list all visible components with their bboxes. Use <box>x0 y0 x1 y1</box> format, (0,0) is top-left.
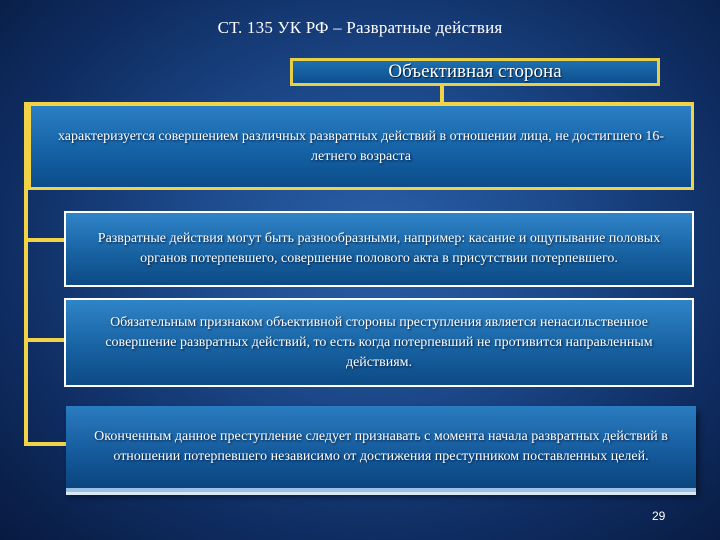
connector-branch-1 <box>24 238 64 242</box>
main-text: характеризуется совершением различных развратных действий в отношении лица, не достигшего 16-летнего возраста <box>57 128 665 164</box>
item-text-3: Оконченным данное преступление следует признавать с момента начала развратных действий в отношении потерпевшего независимо от достижения преступником поставленных целей. <box>94 429 668 464</box>
item-box-1 <box>64 211 694 287</box>
page-number: 29 <box>652 509 666 523</box>
item-text-1: Развратные действия могут быть разнообразными, например: касание и ощупывание половых органов потерпевшего, совершение полового акта в присутствии потерпевшего. <box>97 231 661 266</box>
connector-branch-2 <box>24 338 64 342</box>
header-box: Объективная сторона <box>290 58 660 86</box>
slide-title: СТ. 135 УК РФ – Развратные действия <box>217 18 503 37</box>
item-box-2 <box>64 298 694 387</box>
item-box-3 <box>66 406 696 492</box>
connector-branch-3 <box>24 442 68 446</box>
item-text-2: Обязательным признаком объективной стороны преступления является ненасильственное совершение развратных действий, то есть когда потерпевший не противится направленным действиям. <box>105 314 653 370</box>
main-text-box <box>28 106 694 190</box>
